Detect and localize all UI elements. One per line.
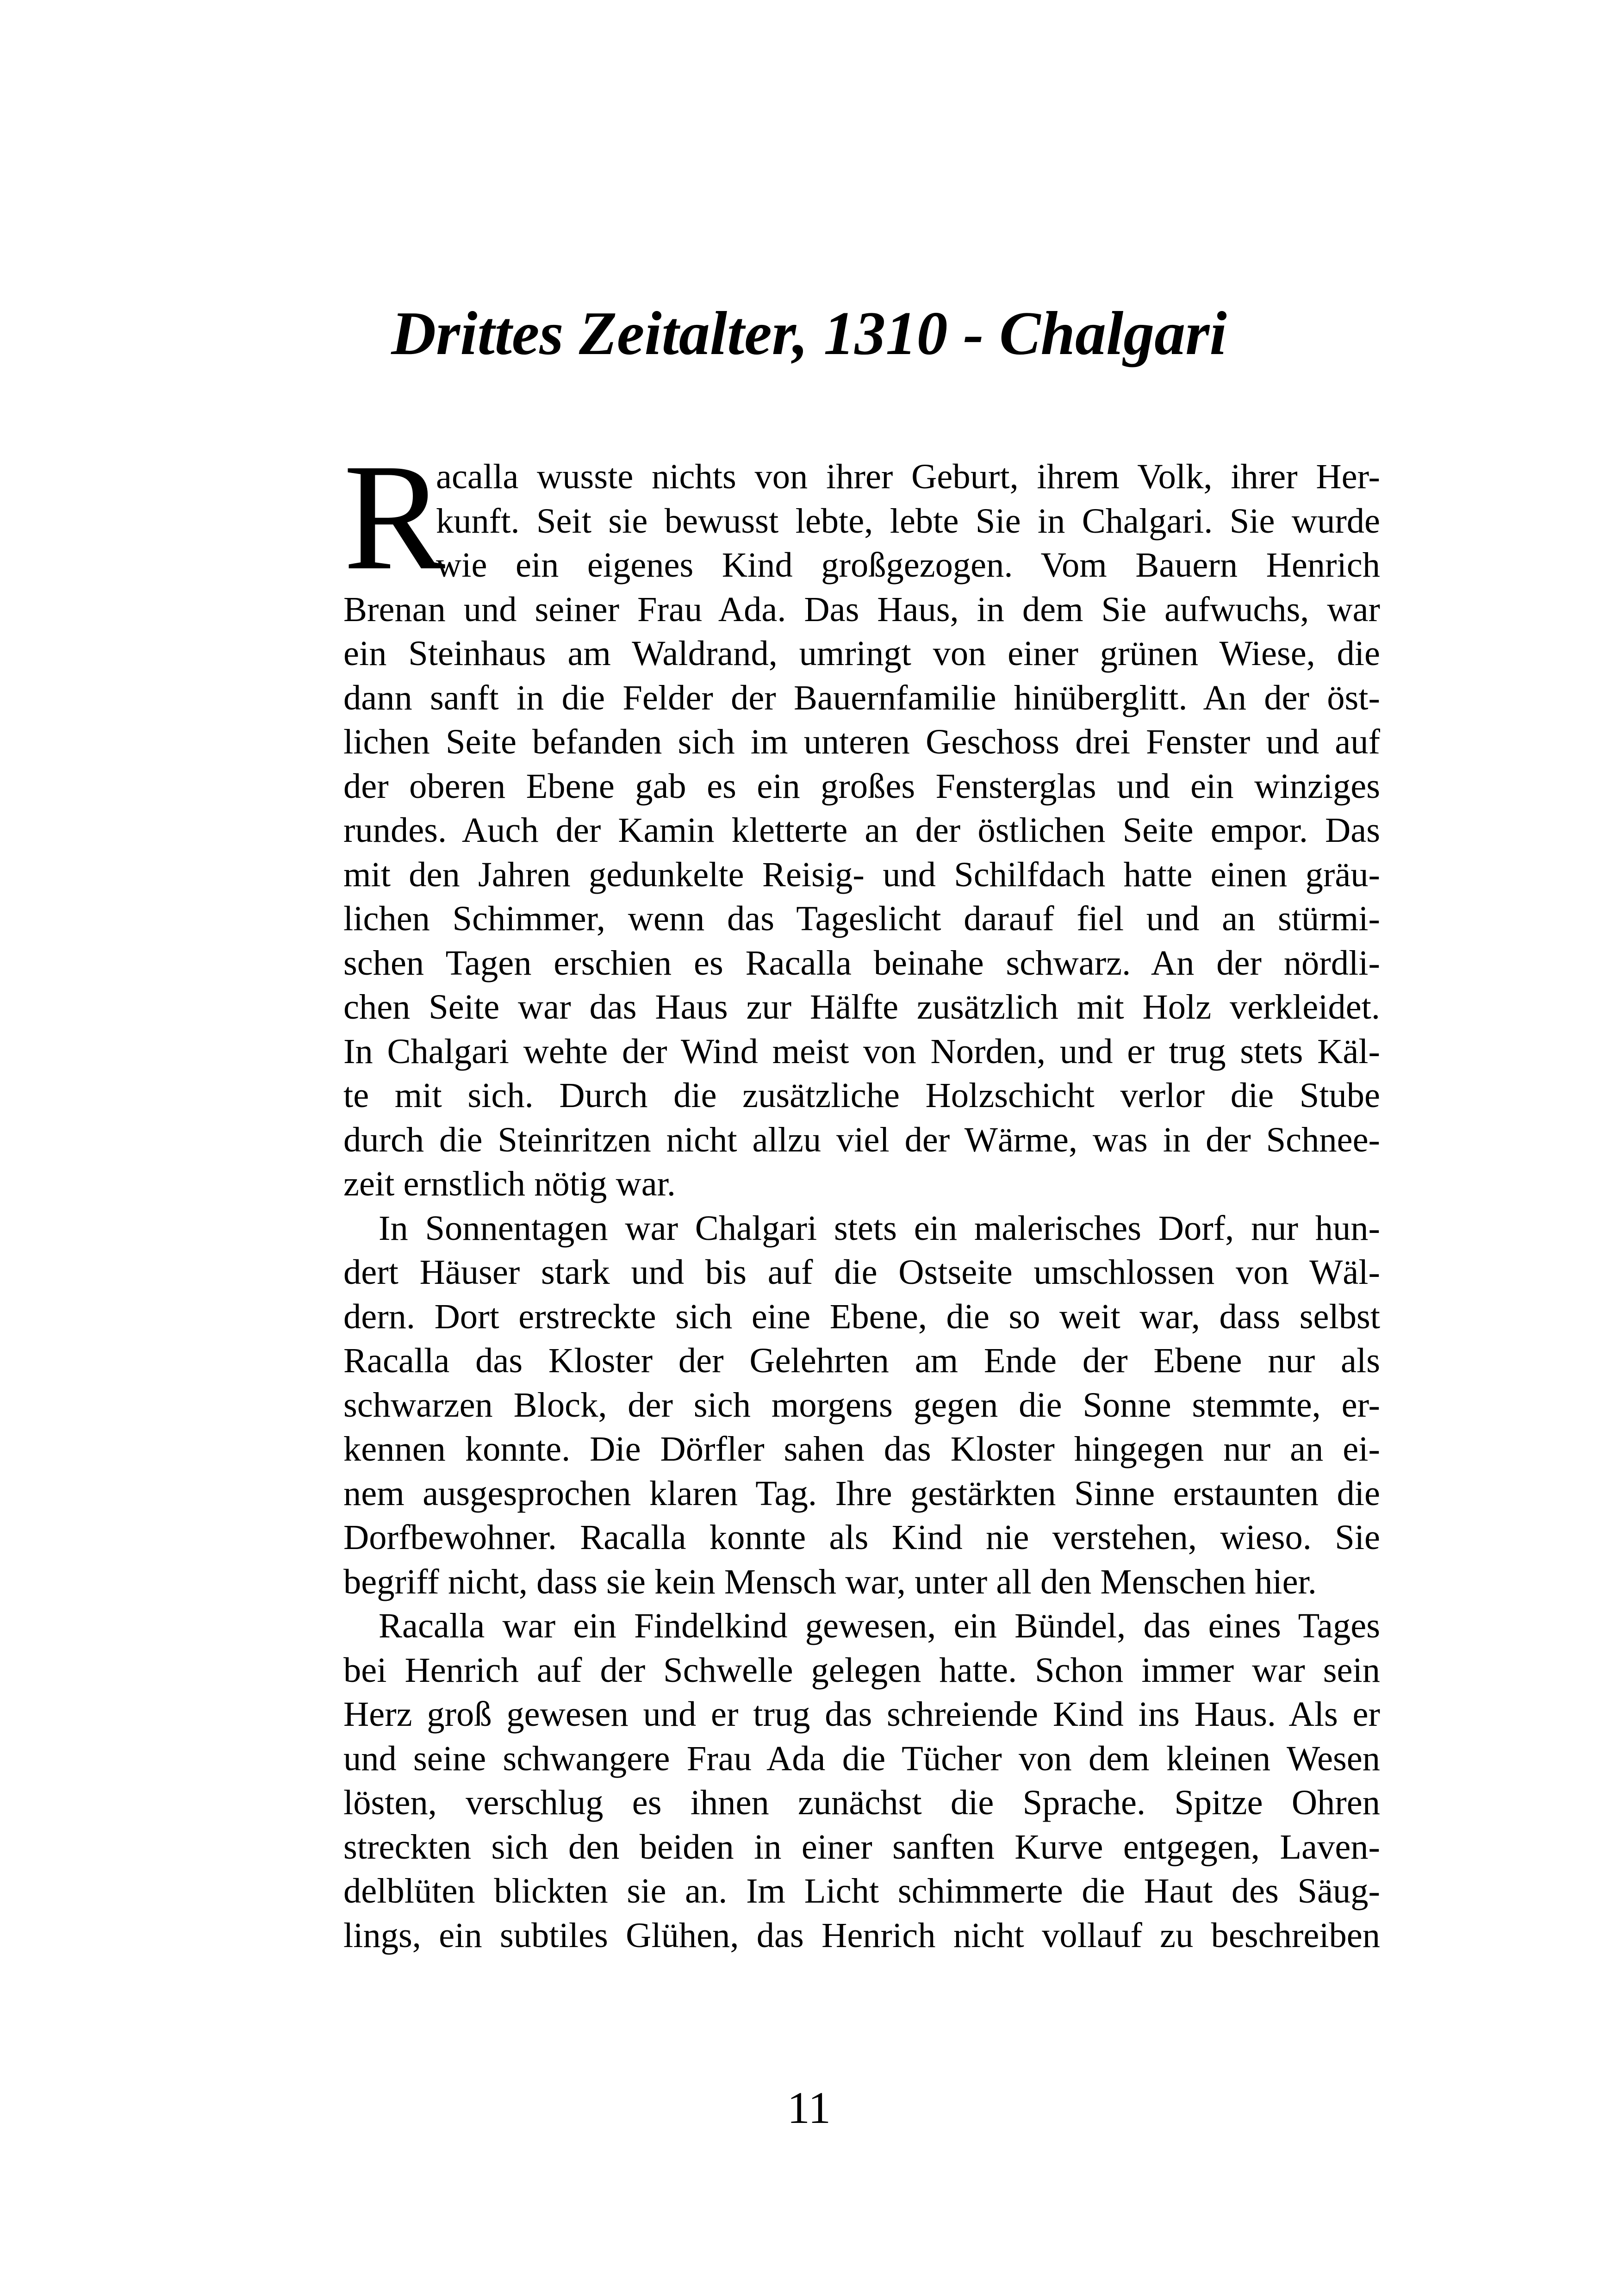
- text-line: und seine schwangere Frau Ada die Tücher von dem kleinen Wesen: [343, 1738, 1380, 1778]
- text-line: delblüten blickten sie an. Im Licht schimmerte die Haut des Säug-: [343, 1871, 1380, 1910]
- text-line: In Chalgari wehte der Wind meist von Norden, und er trug stets Käl-: [343, 1031, 1380, 1071]
- paragraph: [343, 1206, 1380, 1604]
- text-line: te mit sich. Durch die zusätzliche Holzschicht verlor die Stube: [343, 1076, 1380, 1115]
- text-line: Brenan und seiner Frau Ada. Das Haus, in dem Sie aufwuchs, war: [343, 589, 1380, 629]
- text-line: Racalla das Kloster der Gelehrten am Ende der Ebene nur als: [343, 1341, 1380, 1380]
- text-line: schwarzen Block, der sich morgens gegen die Sonne stemmte, er-: [343, 1385, 1380, 1425]
- text-line: dert Häuser stark und bis auf die Ostseite umschlossen von Wäl-: [343, 1252, 1380, 1292]
- chapter-title: Drittes Zeitalter, 1310 - Chalgari: [391, 299, 1227, 367]
- text-line: durch die Steinritzen nicht allzu viel der Wärme, was in der Schnee-: [343, 1120, 1380, 1159]
- text-line: zeit ernstlich nötig war.: [343, 1164, 676, 1203]
- text-line: mit den Jahren gedunkelte Reisig- und Schilfdach hatte einen gräu-: [343, 854, 1380, 894]
- text-line: lichen Schimmer, wenn das Tageslicht darauf fiel und an stürmi-: [343, 899, 1380, 938]
- paragraph: [343, 454, 1380, 1206]
- text-line: lösten, verschlug es ihnen zunächst die Sprache. Spitze Ohren: [343, 1783, 1380, 1822]
- drop-cap: R: [343, 433, 446, 602]
- text-line: der oberen Ebene gab es ein großes Fensterglas und ein winziges: [343, 766, 1380, 806]
- text-line: rundes. Auch der Kamin kletterte an der östlichen Seite empor. Das: [343, 810, 1380, 850]
- text-line: dann sanft in die Felder der Bauernfamilie hinüberglitt. An der öst-: [343, 678, 1380, 717]
- text-line: kennen konnte. Die Dörfler sahen das Kloster hingegen nur an ei-: [343, 1429, 1380, 1468]
- text-line: bei Henrich auf der Schwelle gelegen hatte. Schon immer war sein: [343, 1650, 1380, 1690]
- text-line: wie ein eigenes Kind großgezogen. Vom Bauern Henrich: [436, 545, 1380, 585]
- text-line: ein Steinhaus am Waldrand, umringt von einer grünen Wiese, die: [343, 634, 1380, 673]
- body-text: [343, 454, 1380, 1957]
- text-line: schen Tagen erschien es Racalla beinahe schwarz. An der nördli-: [343, 943, 1380, 983]
- text-line: Racalla war ein Findelkind gewesen, ein Bündel, das eines Tages: [379, 1606, 1380, 1645]
- text-line: kunft. Seit sie bewusst lebte, lebte Sie in Chalgari. Sie wurde: [436, 501, 1380, 541]
- page-number: 11: [787, 2083, 831, 2133]
- text-line: lichen Seite befanden sich im unteren Geschoss drei Fenster und auf: [343, 722, 1380, 761]
- text-line: lings, ein subtiles Glühen, das Henrich nicht vollauf zu beschreiben: [343, 1915, 1380, 1955]
- text-line: nem ausgesprochen klaren Tag. Ihre gestärkten Sinne erstaunten die: [343, 1473, 1380, 1513]
- text-line: acalla wusste nichts von ihrer Geburt, ihrem Volk, ihrer Her-: [436, 457, 1380, 496]
- text-line: streckten sich den beiden in einer sanften Kurve entgegen, Laven-: [343, 1827, 1380, 1867]
- text-line: Herz groß gewesen und er trug das schreiende Kind ins Haus. Als er: [343, 1694, 1380, 1734]
- text-line: chen Seite war das Haus zur Hälfte zusätzlich mit Holz verkleidet.: [343, 987, 1380, 1027]
- text-line: In Sonnentagen war Chalgari stets ein malerisches Dorf, nur hun-: [379, 1208, 1380, 1248]
- text-line: Dorfbewohner. Racalla konnte als Kind nie verstehen, wieso. Sie: [343, 1518, 1380, 1557]
- text-line: dern. Dort erstreckte sich eine Ebene, die so weit war, dass selbst: [343, 1296, 1380, 1336]
- paragraph: [343, 1604, 1380, 1957]
- text-line: begriff nicht, dass sie kein Mensch war, unter all den Menschen hier.: [343, 1562, 1317, 1601]
